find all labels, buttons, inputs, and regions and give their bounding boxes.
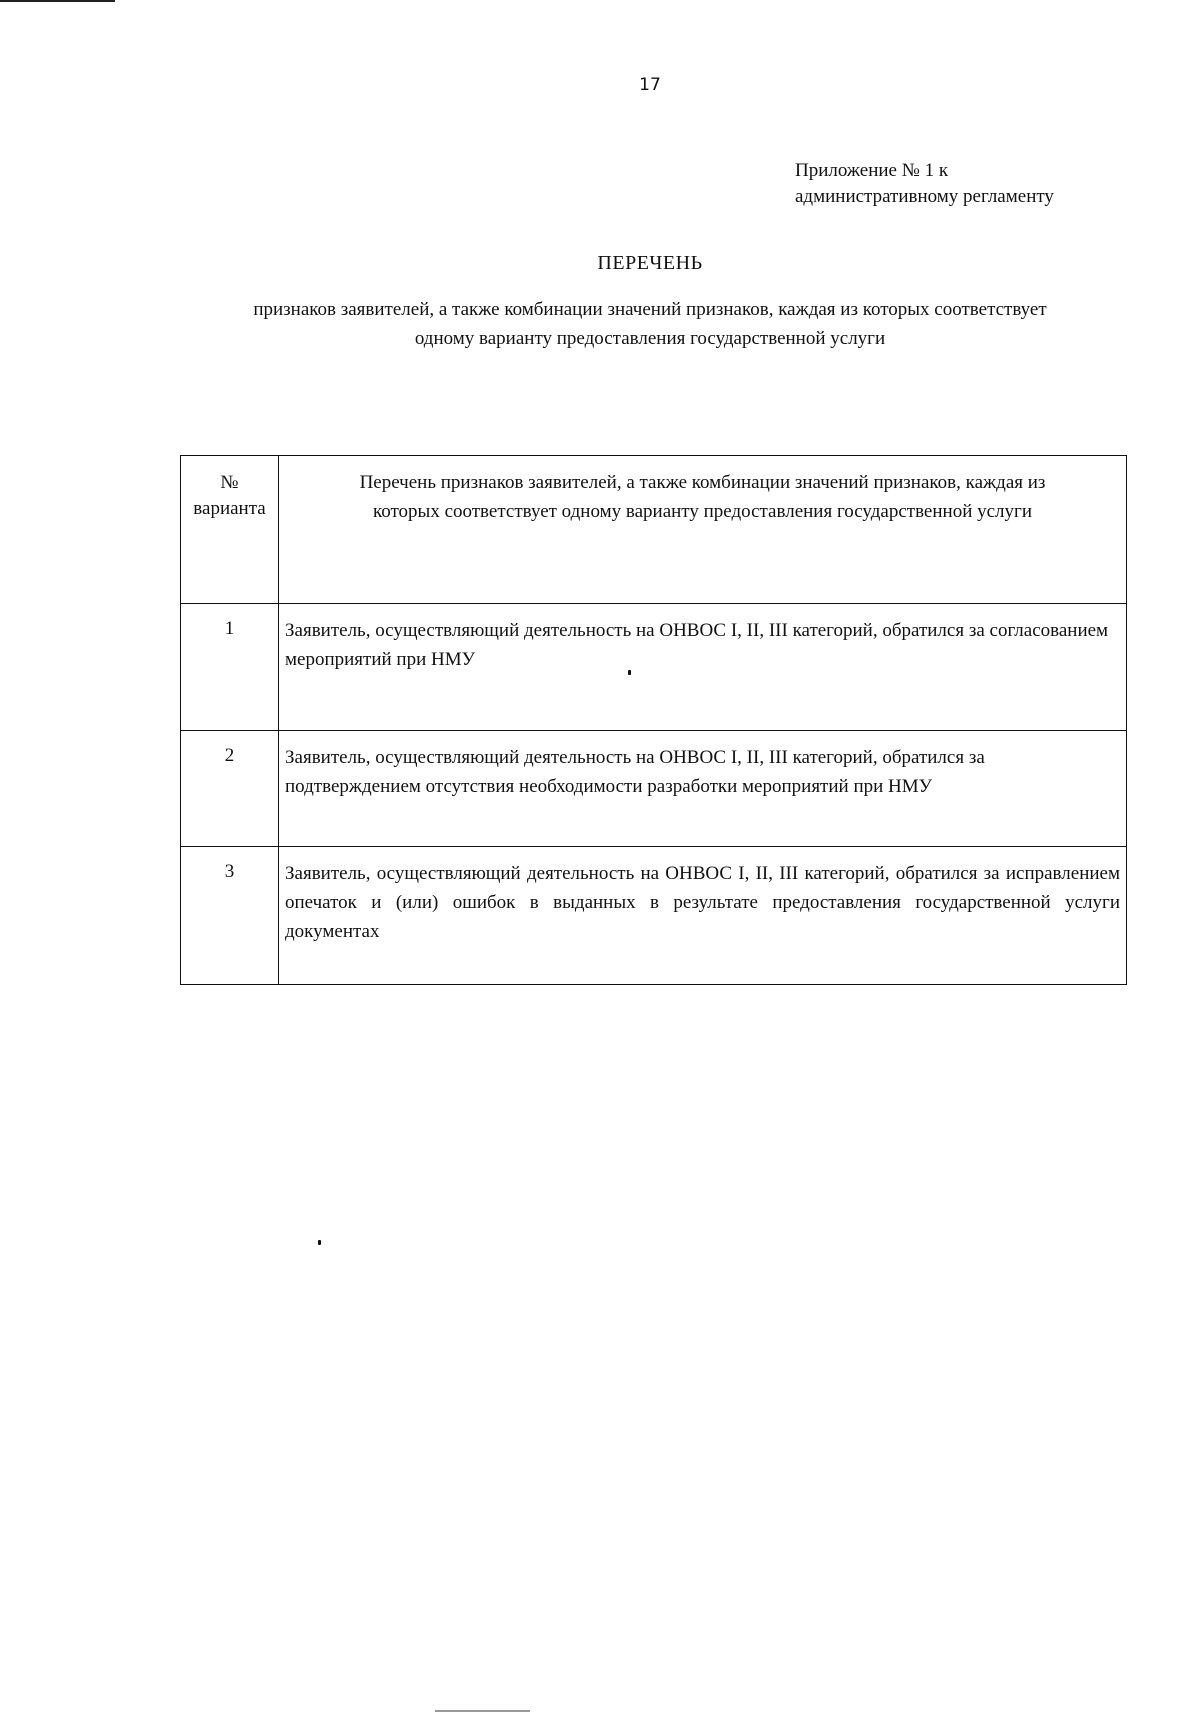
subtitle-line-1: признаков заявителей, а также комбинации значений признаков, каждая из которых соответствует bbox=[253, 299, 1047, 320]
page-number: 17 bbox=[639, 75, 661, 95]
header-num-label: варианта bbox=[193, 498, 266, 519]
variant-description: Заявитель, осуществляющий деятельность на ОНВОС I, II, III категорий, обратился за согласованием мероприятий при НМУ bbox=[279, 604, 1127, 731]
appendix-note bbox=[795, 158, 1054, 210]
header-num-symbol: № bbox=[220, 472, 239, 493]
variant-description: Заявитель, осуществляющий деятельность на ОНВОС I, II, III категорий, обратился за исправлением опечаток и (или) ошибок в выданных в результате предоставления государственной услуги документах bbox=[279, 847, 1127, 985]
variant-number: 2 bbox=[181, 731, 279, 847]
scan-edge-mark bbox=[0, 0, 115, 2]
scan-edge-mark bbox=[435, 1710, 530, 1712]
appendix-line-1: Приложение № 1 к bbox=[795, 160, 949, 181]
table-header-row bbox=[181, 456, 1127, 604]
scan-speck bbox=[318, 1240, 321, 1245]
table-row bbox=[181, 604, 1127, 731]
subtitle-line-2: одному варианту предоставления государственной услуги bbox=[414, 328, 886, 349]
appendix-line-2: административному регламенту bbox=[795, 186, 1054, 207]
variants-table bbox=[180, 455, 1127, 985]
document-title: ПЕРЕЧЕНЬ bbox=[597, 252, 703, 274]
document-subtitle bbox=[150, 295, 1150, 353]
scan-speck bbox=[628, 670, 631, 675]
header-desc-line-1: Перечень признаков заявителей, а также комбинации значений признаков, каждая из bbox=[359, 472, 1046, 493]
header-desc-line-2: которых соответствует одному варианту предоставления государственной услуги bbox=[372, 501, 1032, 522]
variant-description: Заявитель, осуществляющий деятельность на ОНВОС I, II, III категорий, обратился за подтверждением отсутствия необходимости разработки мероприятий при НМУ bbox=[279, 731, 1127, 847]
header-variant-number bbox=[181, 456, 279, 604]
table-row bbox=[181, 731, 1127, 847]
variant-number: 1 bbox=[181, 604, 279, 731]
table-row bbox=[181, 847, 1127, 985]
header-description bbox=[279, 456, 1127, 604]
variant-number: 3 bbox=[181, 847, 279, 985]
